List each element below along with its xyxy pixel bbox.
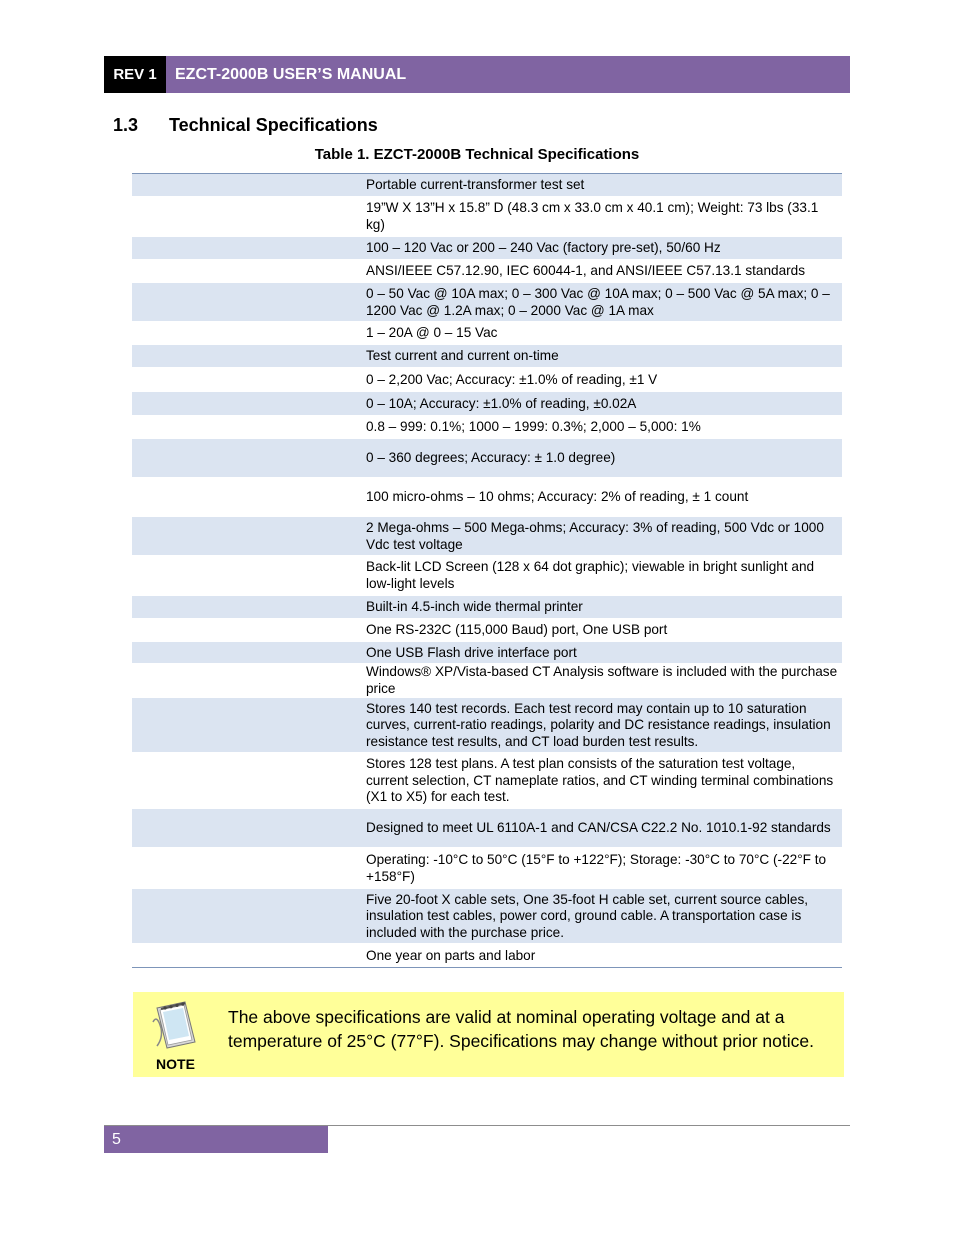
table-row [132, 345, 842, 368]
spec-value: One year on parts and labor [366, 947, 536, 963]
spec-value: One USB Flash drive interface port [366, 644, 577, 660]
spec-value: 0 – 10A; Accuracy: ±1.0% of reading, ±0.02A [366, 395, 637, 411]
table-row [132, 322, 842, 345]
spec-value: 0 – 2,200 Vac; Accuracy: ±1.0% of reading, ±1 V [366, 371, 658, 387]
table-row [132, 439, 842, 478]
spec-value: One RS-232C (115,000 Baud) port, One USB port [366, 622, 668, 638]
table-row [132, 260, 842, 283]
table-row [132, 416, 842, 439]
spec-value: ANSI/IEEE C57.12.90, IEC 60044-1, and ANSI/IEEE C57.13.1 standards [366, 263, 806, 279]
note-text: The above specifications are valid at nominal operating voltage and at a temperature of 25°C (77°F). Specifications may change without prior notice. [228, 1007, 814, 1051]
spec-value: 1 – 20A @ 0 – 15 Vac [366, 325, 498, 341]
spec-value: Built-in 4.5-inch wide thermal printer [366, 599, 583, 615]
table-row [132, 848, 842, 889]
manual-title: EZCT-2000B USER’S MANUAL [166, 56, 850, 93]
spec-value: Test current and current on-time [366, 348, 559, 364]
table-row [132, 809, 842, 848]
spec-value: 19”W X 13”H x 15.8” D (48.3 cm x 33.0 cm x 40.1 cm); Weight: 73 lbs (33.1 kg) [366, 200, 819, 232]
spec-value: Designed to meet UL 6110A-1 and CAN/CSA C22.2 No. 1010.1-92 standards [366, 820, 831, 836]
note-icon-container [133, 992, 218, 1077]
section-heading [113, 115, 378, 136]
note-label: NOTE [156, 1056, 195, 1072]
table-row [132, 664, 842, 698]
spec-value: Operating: -10°C to 50°C (15°F to +122°F); Storage: -30°C to 70°C (-22°F to +158°F) [366, 851, 827, 884]
table-row [132, 889, 842, 944]
table-row [132, 698, 842, 753]
spec-value: 0 – 50 Vac @ 10A max; 0 – 300 Vac @ 10A max; 0 – 500 Vac @ 5A max; 0 – 1200 Vac @ 1.2A max; 0 – 2000 Vac @ 1A max [366, 285, 830, 318]
table-row [132, 517, 842, 556]
spec-value: 100 micro-ohms – 10 ohms; Accuracy: 2% of reading, ± 1 count [366, 489, 749, 505]
spec-value: 100 – 120 Vac or 200 – 240 Vac (factory pre-set), 50/60 Hz [366, 240, 721, 256]
spec-value: Five 20-foot X cable sets, One 35-foot H cable set, current source cables, insulation test cables, power cord, ground cable. A transportation case is included with the purchase price. [366, 891, 809, 940]
page-header [104, 56, 850, 93]
table-row [132, 944, 842, 968]
spec-value: Stores 140 test records. Each test record may contain up to 10 saturation curves, current-ratio readings, polarity and DC resistance readings, insulation resistance test results, and CT load burden test results. [366, 700, 831, 749]
table-row [132, 596, 842, 619]
table-caption: Table 1. EZCT-2000B Technical Specifications [314, 146, 640, 163]
spec-value: 2 Mega-ohms – 500 Mega-ohms; Accuracy: 3% of reading, 500 Vdc or 1000 Vdc test voltage [366, 519, 824, 552]
notepad-icon [151, 998, 201, 1052]
revision-label: REV 1 [104, 56, 166, 93]
section-title: Technical Specifications [169, 115, 378, 135]
table-row [132, 753, 842, 809]
spec-value: Back-lit LCD Screen (128 x 64 dot graphic); viewable in bright sunlight and low-light levels [366, 559, 815, 591]
table-row [132, 197, 842, 237]
table-row [132, 174, 842, 197]
note-box [133, 992, 844, 1077]
section-number: 1.3 [113, 115, 139, 135]
table-row [132, 237, 842, 260]
spec-value: 0.8 – 999: 0.1%; 1000 – 1999: 0.3%; 2,000 – 5,000: 1% [366, 419, 701, 435]
spec-value: Portable current-transformer test set [366, 177, 585, 193]
table-row [132, 619, 842, 642]
table-row [132, 556, 842, 596]
table-row [132, 478, 842, 517]
spec-table [132, 173, 842, 968]
table-row [132, 368, 842, 392]
spec-value: Windows® XP/Vista-based CT Analysis software is included with the purchase price [366, 664, 838, 696]
spec-value: Stores 128 test plans. A test plan consists of the saturation test voltage, current selection, CT nameplate ratios, and CT winding terminal combinations (X1 to X5) for each test. [366, 756, 834, 805]
spec-value: 0 – 360 degrees; Accuracy: ± 1.0 degree) [366, 450, 616, 466]
table-row [132, 392, 842, 416]
page-number: 5 [104, 1126, 328, 1153]
table-row [132, 283, 842, 322]
